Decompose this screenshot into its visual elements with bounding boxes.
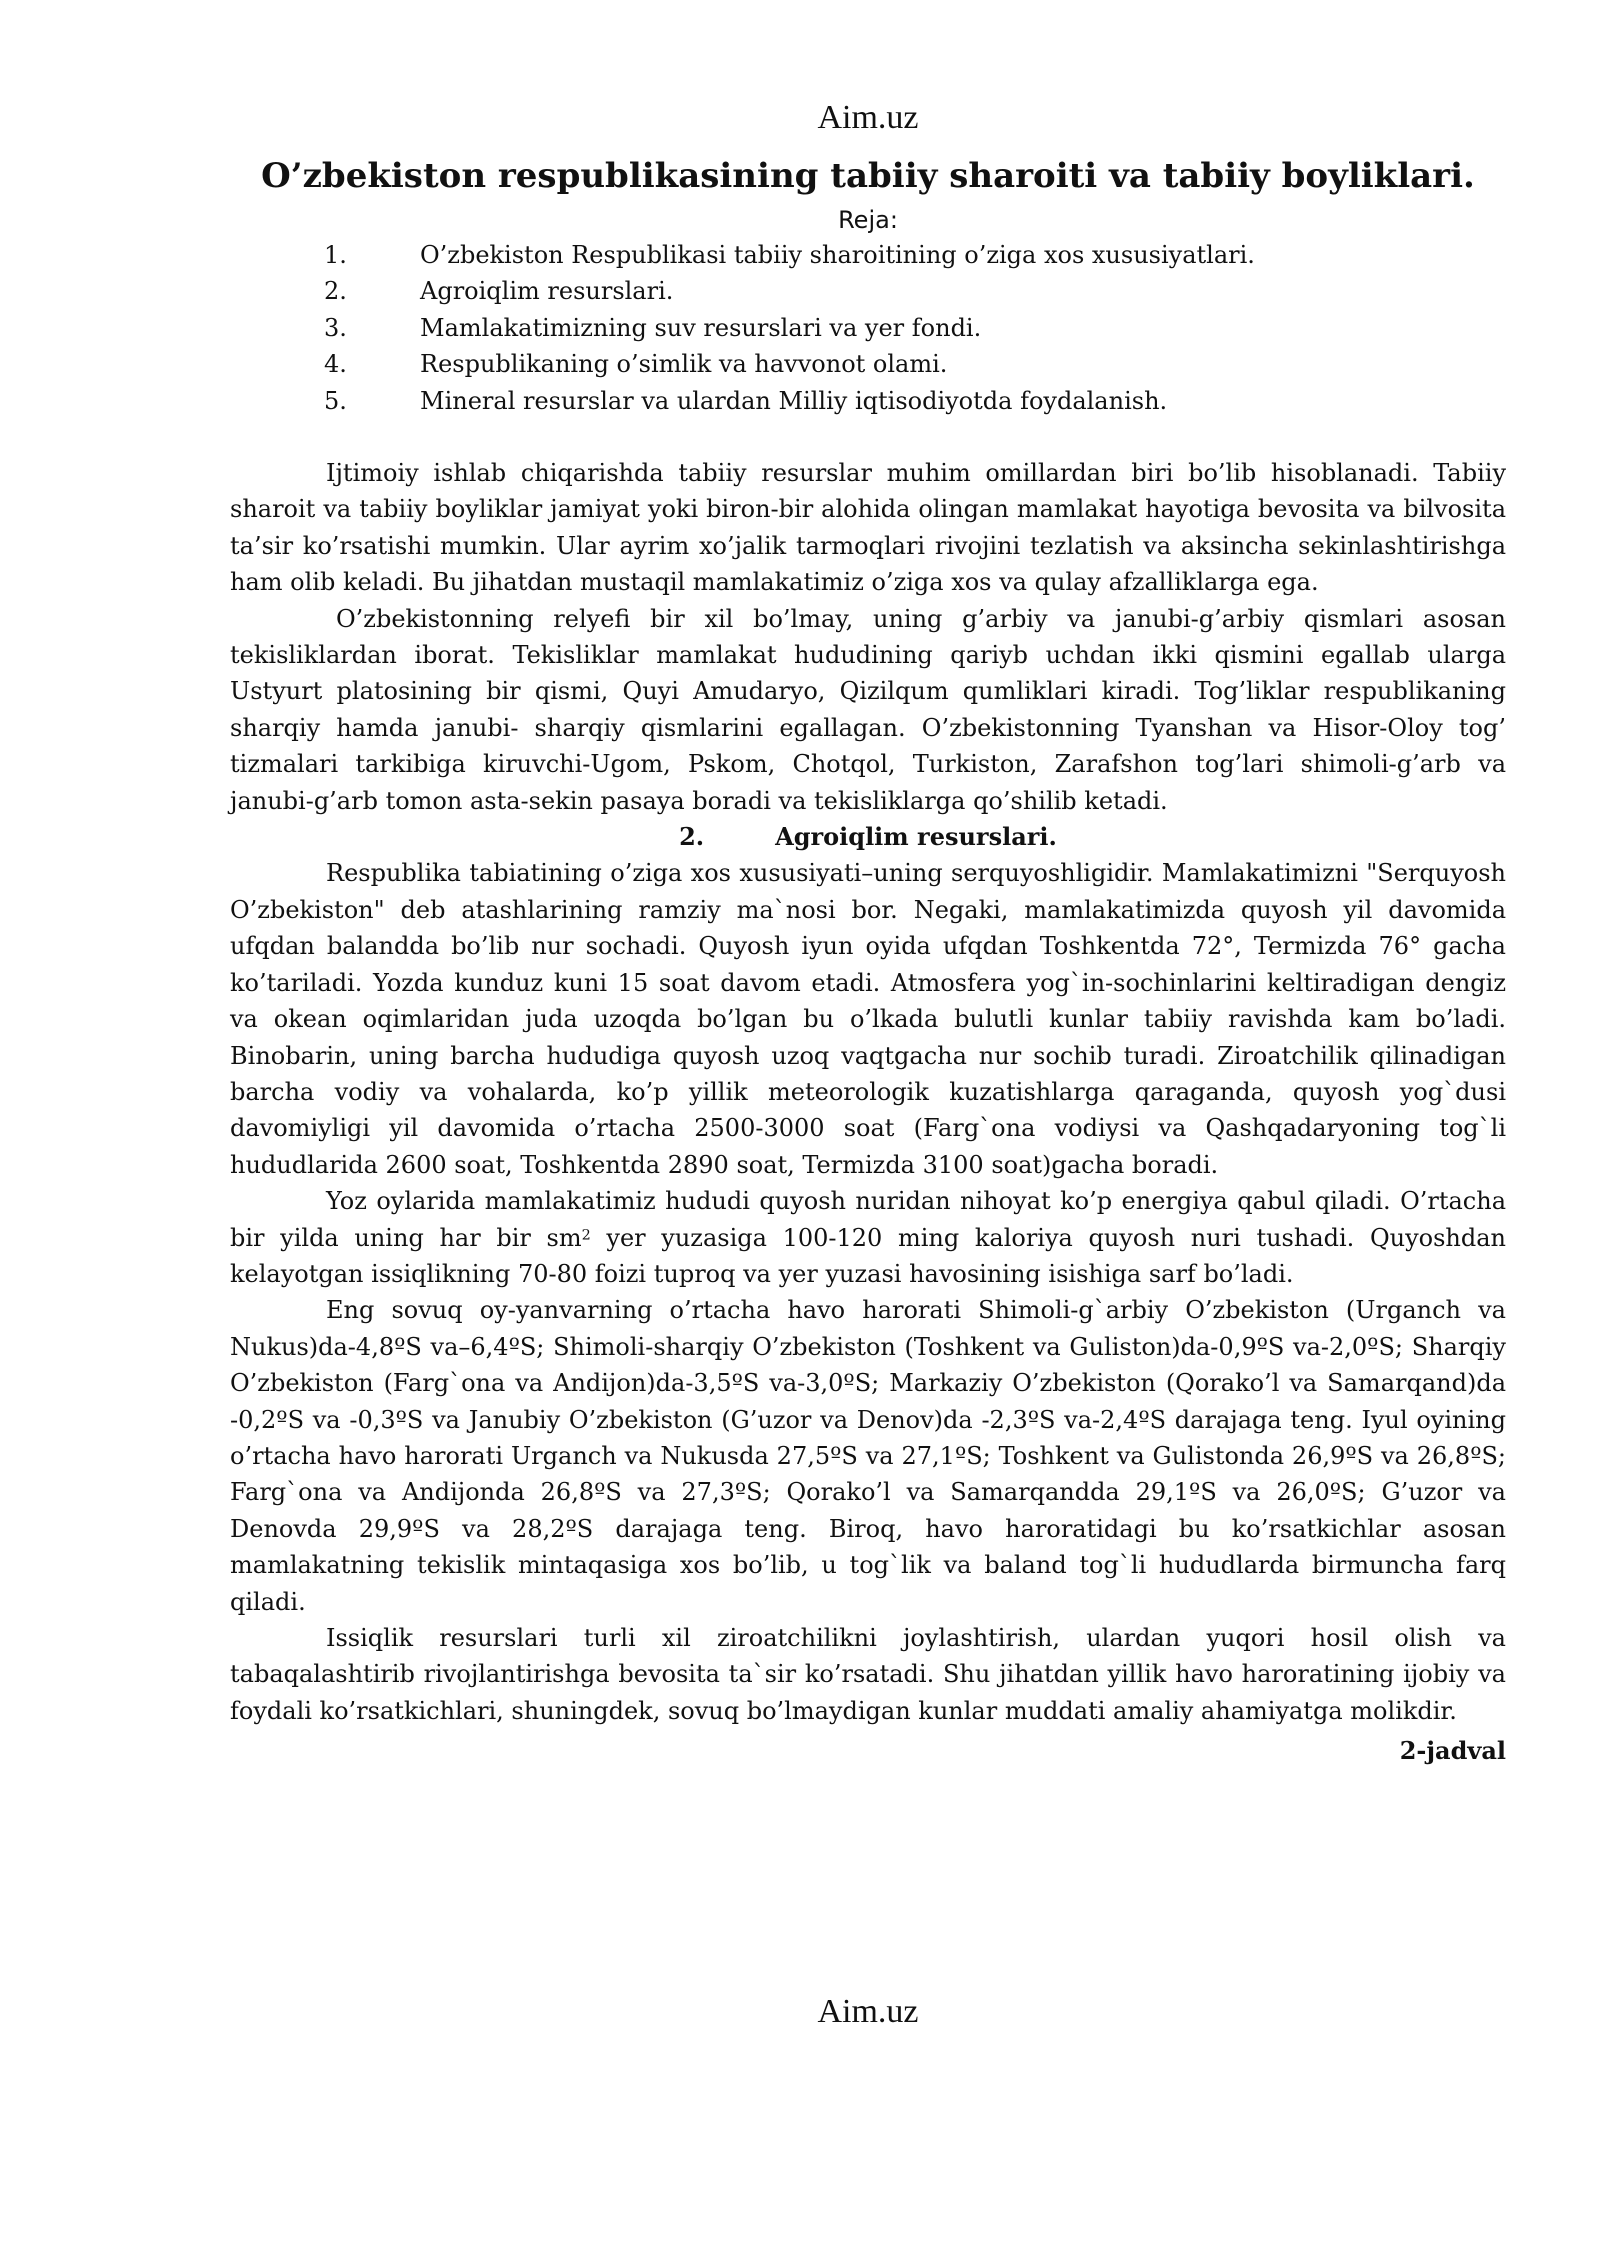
paragraph-text: yer yuzasiga 100-120 ming kaloriya quyosh nuri tushadi. Quyoshdan kelayotgan issiqlikning 70-80 foizi tuproq va yer yuzasi havosining isishiga sarf bo’ladi. — [230, 1223, 1506, 1288]
plan-item — [324, 273, 1255, 309]
site-header: Aim.uz — [817, 99, 919, 136]
plan-item-text: Mamlakatimizning suv resurslari va yer fondi. — [420, 313, 982, 342]
paragraph-solar-energy — [230, 1183, 1506, 1292]
plan-item-number: 4. — [324, 350, 347, 379]
section-number: 2. — [679, 822, 705, 852]
plan-label: Reja: — [838, 206, 898, 234]
paragraph-relief: O’zbekistonning relyefi bir xil bo’lmay, uning g’arbiy va janubi-g’arbiy qismlari asosan tekisliklardan iborat. Tekisliklar mamlakat hududining qariyb uchdan ikki qismini egallab ularga Ustyurt platosining bir qismi, Quyi Amudaryo, Qizilqum qumliklari kiradi. Tog’liklar respublikaning sharqiy hamda janubi- sharqiy qismlarini egallagan. O’zbekistonning Tyanshan va Hisor-Oloy tog’ tizmalari tarkibiga kiruvchi-Ugom, Pskom, Chotqol, Turkiston, Zarafshon tog’lari shimoli-g’arb va janubi-g’arb tomon asta-sekin pasaya boradi va tekisliklarga qo’shilib ketadi. — [230, 604, 1506, 815]
table-label: 2-jadval — [1399, 1736, 1506, 1766]
plan-item — [324, 383, 1255, 419]
site-footer: Aim.uz — [817, 1993, 919, 2030]
plan-item — [324, 346, 1255, 382]
plan-item-text: O’zbekiston Respublikasi tabiiy sharoitining o’ziga xos xususiyatlari. — [420, 241, 1255, 269]
document-title: O’zbekiston respublikasining tabiiy sharoiti va tabiiy boyliklari. — [261, 156, 1475, 196]
plan-item-number: 1. — [324, 241, 347, 269]
paragraph-sunshine: Respublika tabiatining o’ziga xos xususiyati–uning serquyoshligidir. Mamlakatimizni "Serquyosh O’zbekiston" deb atashlarining ramziy ma`nosi bor. Negaki, mamlakatimizda quyosh yil davomida ufqdan balandda bo’lib nur sochadi. Quyosh iyun oyida ufqdan Toshkentda 72°, Termizda 76° gacha ko’tariladi. Yozda kunduz kuni 15 soat davom etadi. Atmosfera yog`in-sochinlarini keltiradigan dengiz va okean oqimlaridan juda uzoqda bo’lgan bu o’lkada bulutli kunlar tabiiy ravishda kam bo’ladi. Binobarin, uning barcha hududiga quyosh uzoq vaqtgacha nur sochib turadi. Ziroatchilik qilinadigan barcha vodiy va vohalarda, ko’p yillik meteorologik kuzatishlarga qaraganda, quyosh yog`dusi davomiyligi yil davomida o’rtacha 2500-3000 soat (Farg`ona vodiysi va Qashqadaryoning tog`li hududlarida 2600 soat, Toshkentda 2890 soat, Termizda 3100 soat)gacha boradi. — [230, 859, 1506, 1179]
paragraph-heat-resources: Issiqlik resurslari turli xil ziroatchilikni joylashtirish, ulardan yuqori hosil olish va tabaqalashtirib rivojlantirishga bevosita ta`sir ko’rsatadi. Shu jihatdan yillik havo haroratining ijobiy va foydali ko’rsatkichlari, shuningdek, sovuq bo’lmaydigan kunlar muddati amaliy ahamiyatga molikdir. — [230, 1624, 1506, 1725]
plan-item — [324, 310, 1255, 346]
plan-item-text: Mineral resurslar va ulardan Milliy iqtisodiyotda foydalanish. — [420, 386, 1168, 415]
document-body — [230, 455, 1506, 1770]
paragraph-text: Yoz oylarida mamlakatimiz hududi quyosh nuridan nihoyat ko’p energiya qabul qiladi. O’rtacha bir yilda uning har bir sm — [230, 1187, 1506, 1252]
plan-item — [324, 237, 1255, 273]
paragraph-natural-resources-intro: Ijtimoiy ishlab chiqarishda tabiiy resurslar muhim omillardan biri bo’lib hisoblanadi. Tabiiy sharoit va tabiiy boyliklar jamiyat yoki biron-bir alohida olingan mamlakat hayotiga bevosita va bilvosita ta’sir ko’rsatishi mumkin. Ular ayrim xo’jalik tarmoqlari rivojini tezlatish va aksincha sekinlashtirishga ham olib keladi. Bu jihatdan mustaqil mamlakatimiz o’ziga xos va qulay afzalliklarga ega. — [230, 459, 1506, 597]
superscript: 2 — [581, 1227, 591, 1244]
plan-item-number: 5. — [324, 386, 347, 415]
plan-item-text: Respublikaning o’simlik va havvonot olami. — [420, 350, 948, 379]
section-heading — [230, 819, 1506, 855]
paragraph-temperatures: Eng sovuq oy-yanvarning o’rtacha havo harorati Shimoli-g`arbiy O’zbekiston (Urganch va Nukus)da-4,8ºS va–6,4ºS; Shimoli-sharqiy O’zbekiston (Toshkent va Guliston)da-0,9ºS va-2,0ºS; Sharqiy O’zbekiston (Farg`ona va Andijon)da-3,5ºS va-3,0ºS; Markaziy O’zbekiston (Qorako’l va Samarqand)da -0,2ºS va -0,3ºS va Janubiy O’zbekiston (G’uzor va Denov)da -2,3ºS va-2,4ºS darajaga teng. Iyul oyining o’rtacha havo harorati Urganch va Nukusda 27,5ºS va 27,1ºS; Toshkent va Gulistonda 26,9ºS va 26,8ºS; Farg`ona va Andijonda 26,8ºS va 27,3ºS; Qorako’l va Samarqandda 29,1ºS va 26,0ºS; G’uzor va Denovda 29,9ºS va 28,2ºS darajaga teng. Biroq, havo haroratidagi bu ko’rsatkichlar asosan mamlakatning tekislik mintaqasiga xos bo’lib, u tog`lik va baland tog`li hududlarda birmuncha farq qiladi. — [230, 1296, 1506, 1616]
plan-item-number: 3. — [324, 313, 347, 342]
plan-item-text: Agroiqlim resurslari. — [420, 277, 674, 306]
plan-list — [324, 237, 1255, 419]
section-title: Agroiqlim resurslari. — [775, 822, 1057, 852]
plan-item-number: 2. — [324, 277, 347, 306]
